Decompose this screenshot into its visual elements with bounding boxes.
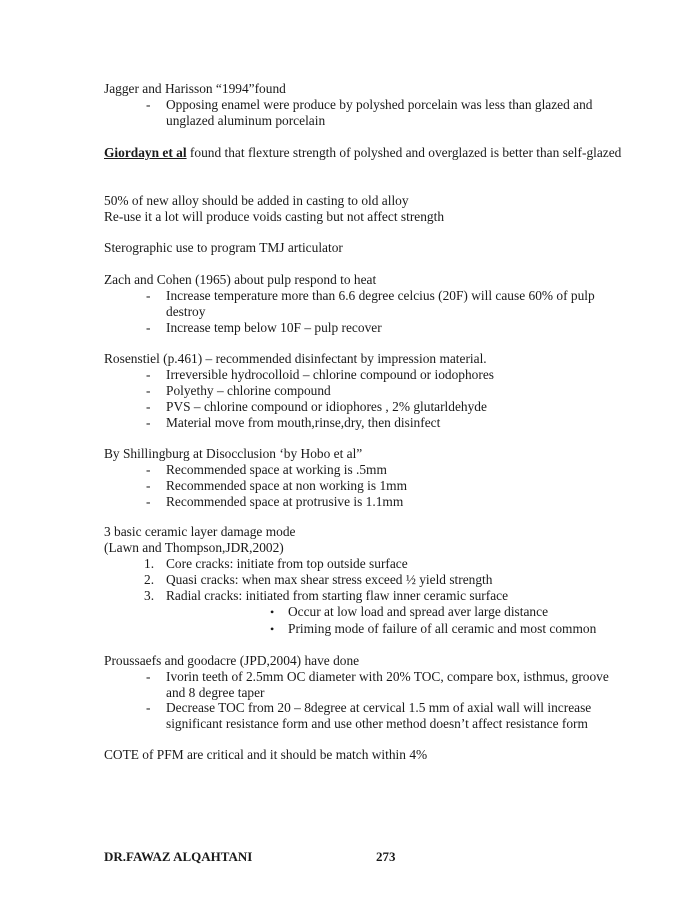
bullet-marker: • [270, 622, 275, 636]
zach-item-1-text: Increase temperature more than 6.6 degree celcius (20F) will cause 60% of pulp destroy [166, 288, 595, 319]
alloy-line-1: 50% of new alloy should be added in casting to old alloy [104, 193, 409, 208]
rosenstiel-item-4-text: Material move from mouth,rinse,dry, then disinfect [166, 415, 441, 430]
ceramic-subitem-1-text: Occur at low load and spread aver large distance [288, 604, 549, 619]
rosenstiel-item-2-text: Polyethy – chlorine compound [166, 383, 331, 398]
shillingburg-item-2-text: Recommended space at non working is 1mm [166, 478, 407, 493]
dash-marker: - [146, 478, 151, 493]
cote-line: COTE of PFM are critical and it should be match within 4% [104, 747, 428, 762]
dash-marker: - [146, 367, 151, 382]
number-marker: 3. [144, 588, 155, 603]
dash-marker: - [146, 415, 151, 430]
dash-marker: - [146, 320, 151, 335]
jagger-item-text: Opposing enamel were produce by polyshed porcelain was less than glazed and unglazed aluminum porcelain [166, 97, 593, 128]
proussaefs-item-2-text: Decrease TOC from 20 – 8degree at cervical 1.5 mm of axial wall will increase significant resistance form and use other method doesn’t affect resistance form [166, 700, 592, 731]
zach-heading: Zach and Cohen (1965) about pulp respond to heat [104, 272, 377, 287]
ceramic-item-2-text: Quasi cracks: when max shear stress exceed ½ yield strength [166, 572, 493, 587]
ceramic-item-3-text: Radial cracks: initiated from starting flaw inner ceramic surface [166, 588, 509, 603]
zach-item-2-text: Increase temp below 10F – pulp recover [166, 320, 382, 335]
shillingburg-item-3-text: Recommended space at protrusive is 1.1mm [166, 494, 404, 509]
dash-marker: - [146, 494, 151, 509]
giordayn-name: Giordayn et al [104, 145, 187, 160]
proussaefs-item-1-text: Ivorin teeth of 2.5mm OC diameter with 20% TOC, compare box, isthmus, groove and 8 degree taper [166, 669, 609, 700]
ceramic-reference: (Lawn and Thompson,JDR,2002) [104, 540, 284, 555]
number-marker: 1. [144, 556, 155, 571]
jagger-heading: Jagger and Harisson “1994”found [104, 81, 286, 96]
dash-marker: - [146, 399, 151, 414]
dash-marker: - [146, 97, 151, 112]
dash-marker: - [146, 669, 151, 684]
shillingburg-item-1-text: Recommended space at working is .5mm [166, 462, 387, 477]
dash-marker: - [146, 700, 151, 715]
sterographic-line: Sterographic use to program TMJ articulator [104, 240, 343, 255]
giordayn-paragraph [104, 145, 624, 161]
giordayn-text: found that flexture strength of polyshed and overglazed is better than self-glazed [186, 145, 622, 160]
ceramic-heading: 3 basic ceramic layer damage mode [104, 524, 296, 539]
dash-marker: - [146, 383, 151, 398]
proussaefs-heading: Proussaefs and goodacre (JPD,2004) have done [104, 653, 360, 668]
ceramic-subitem-2-text: Priming mode of failure of all ceramic and most common [288, 621, 597, 636]
rosenstiel-item-3-text: PVS – chlorine compound or idiophores , 2% glutarldehyde [166, 399, 487, 414]
alloy-line-2: Re-use it a lot will produce voids casting but not affect strength [104, 209, 445, 224]
ceramic-item-1-text: Core cracks: initiate from top outside surface [166, 556, 408, 571]
dash-marker: - [146, 288, 151, 303]
dash-marker: - [146, 462, 151, 477]
number-marker: 2. [144, 572, 155, 587]
shillingburg-heading: By Shillingburg at Disocclusion ‘by Hobo et al” [104, 446, 363, 461]
footer-author: DR.FAWAZ ALQAHTANI [104, 849, 253, 864]
footer-page-number: 273 [376, 849, 396, 864]
rosenstiel-item-1-text: Irreversible hydrocolloid – chlorine compound or iodophores [166, 367, 494, 382]
rosenstiel-heading: Rosenstiel (p.461) – recommended disinfectant by impression material. [104, 351, 487, 366]
bullet-marker: • [270, 605, 275, 619]
